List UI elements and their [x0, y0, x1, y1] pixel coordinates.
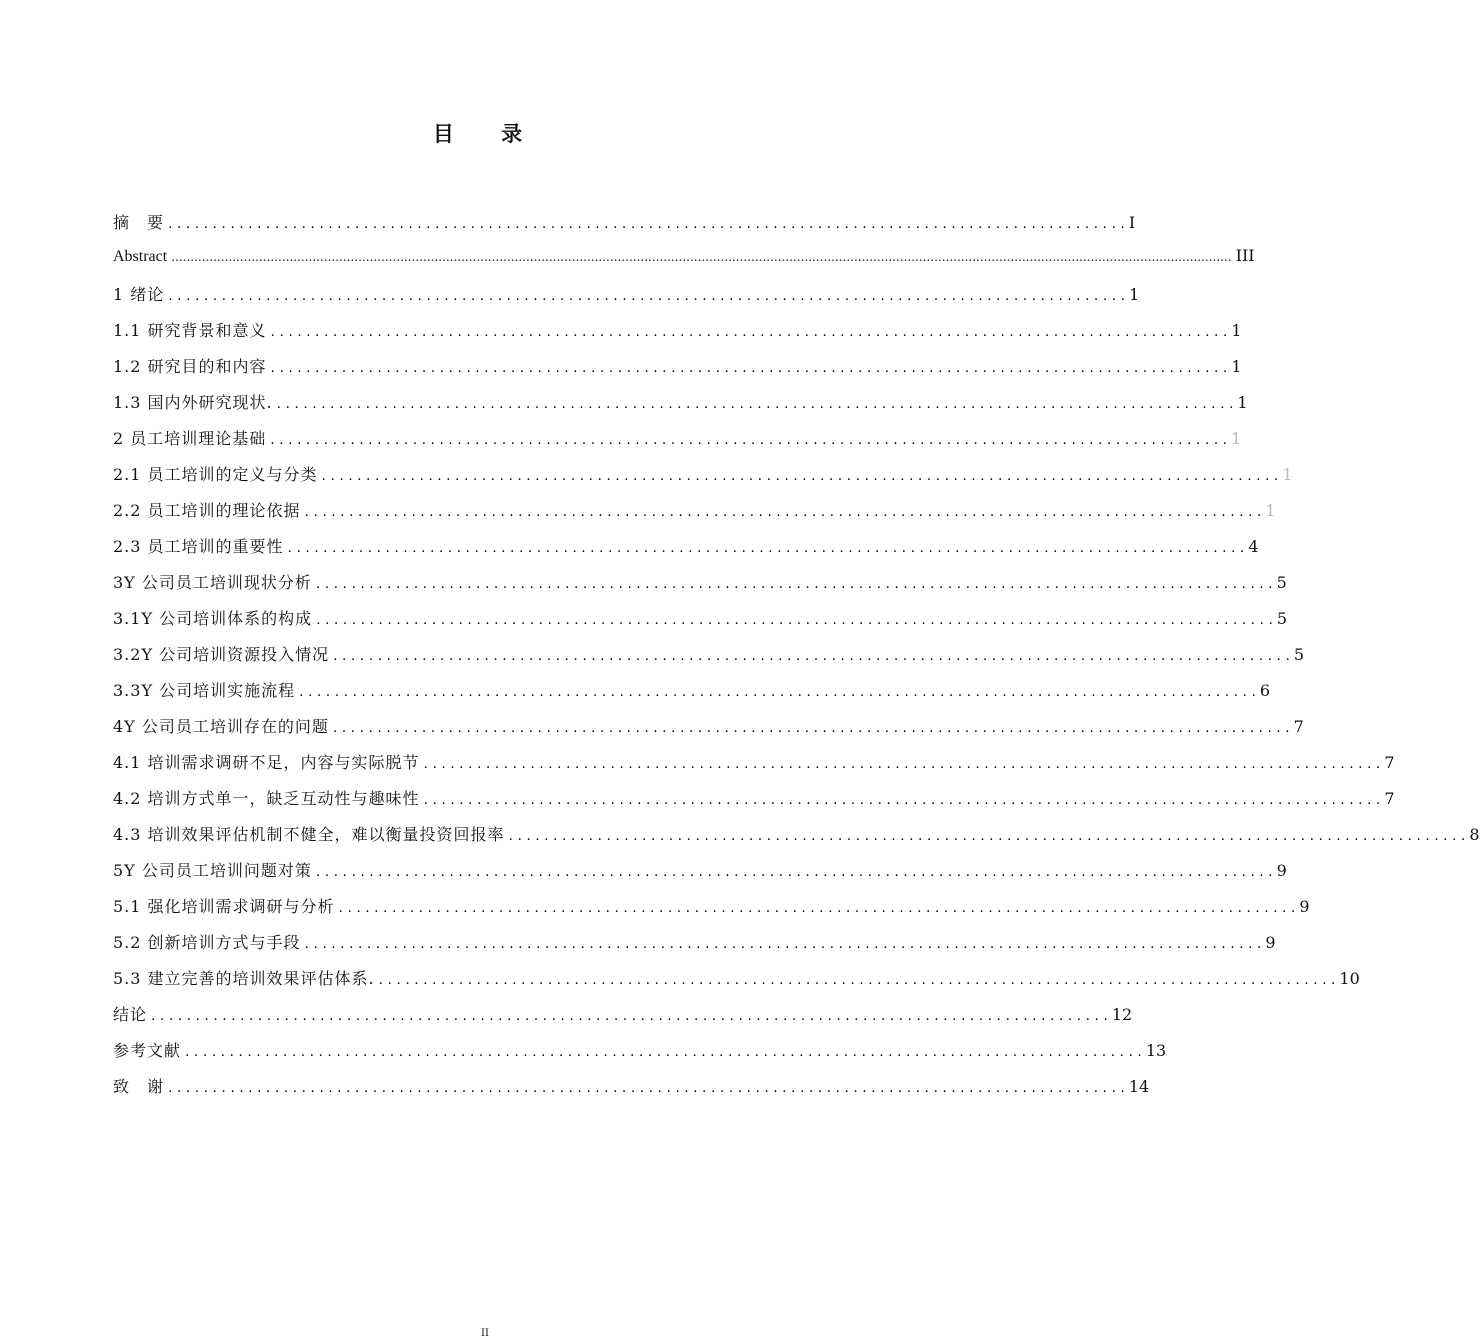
dot-leader [271, 324, 1228, 340]
toc-entry-page: III [1235, 246, 1255, 265]
toc-entry-label: 3Y 公司员工培训现状分析 [113, 573, 312, 592]
toc-entry-label: 2.2 员工培训的理论依据 [113, 501, 301, 520]
toc-entry-page: 12 [1111, 1005, 1133, 1024]
dot-leader [333, 720, 1290, 736]
toc-entry-label: 1 绪论 [113, 285, 165, 304]
toc-entry[interactable] [113, 894, 1310, 930]
toc-entry[interactable] [113, 642, 1305, 678]
toc-entry-page: 5 [1293, 645, 1305, 664]
toc-entry-page: 1 [1265, 501, 1276, 520]
dot-leader [322, 468, 1279, 484]
toc-entry-label: 4.2 培训方式单一，缺乏互动性与趣味性 [113, 789, 420, 808]
dot-leader [333, 648, 1290, 664]
dot-leader [151, 1008, 1108, 1024]
dot-leader [270, 432, 1227, 448]
toc-entry-label: 5.2 创新培训方式与手段 [113, 933, 301, 952]
toc-entry-label: Abstract [113, 248, 168, 265]
toc-entry-label: 3.3Y 公司培训实施流程 [113, 681, 296, 700]
toc-entry-page: 1 [1237, 393, 1248, 412]
dot-leader [305, 504, 1262, 520]
toc-entry-page: 1 [1231, 321, 1242, 340]
toc-entry[interactable] [113, 1074, 1150, 1110]
toc-entry-page: 7 [1384, 753, 1395, 772]
toc-entry-page: 5 [1276, 573, 1287, 592]
toc-entry-page: 1 [1129, 285, 1140, 304]
toc-entry[interactable] [113, 354, 1242, 390]
dot-leader [271, 360, 1228, 376]
toc-entry-page: 1 [1231, 429, 1242, 448]
toc-entry-label: 4.1 培训需求调研不足，内容与实际脱节 [113, 753, 420, 772]
toc-entry-page: 9 [1276, 861, 1287, 880]
dot-leader [277, 396, 1234, 412]
toc-entry-label: 致 谢 [113, 1077, 165, 1096]
toc-entry-label: 1.1 研究背景和意义 [113, 321, 267, 340]
toc-entry[interactable] [113, 246, 1255, 282]
toc-entry[interactable] [113, 678, 1271, 714]
dot-leader [509, 828, 1466, 844]
toc-entry-page: 9 [1299, 897, 1310, 916]
toc-entry[interactable] [113, 822, 1480, 858]
dot-leader [168, 288, 1125, 304]
toc-entry-page: 7 [1293, 717, 1304, 736]
toc-entry-label: 2.1 员工培训的定义与分类 [113, 465, 318, 484]
toc-entry-page: 9 [1265, 933, 1276, 952]
toc-entry-page: 14 [1128, 1077, 1150, 1096]
dot-leader [305, 936, 1262, 952]
dot-leader [168, 216, 1125, 232]
dot-leader [339, 900, 1296, 916]
toc-entry[interactable] [113, 1038, 1167, 1074]
dot-leader [316, 612, 1273, 628]
toc-entry-page: 6 [1259, 681, 1271, 700]
toc-entry-label: 3.2Y 公司培训资源投入情况 [113, 645, 330, 664]
dot-leader [185, 1044, 1142, 1060]
toc-entry[interactable] [113, 318, 1242, 354]
toc-entry-label: 参考文献 [113, 1041, 182, 1060]
toc-entry[interactable] [113, 966, 1360, 1002]
toc-entry-label: 5.1 强化培训需求调研与分析 [113, 897, 335, 916]
toc-entry-label: 4Y 公司员工培训存在的问题 [113, 717, 329, 736]
dot-leader [288, 540, 1245, 556]
toc-entry-page: 4 [1248, 537, 1259, 556]
dot-leader [424, 792, 1381, 808]
toc-entry-page: 1 [1282, 465, 1293, 484]
dot-leader [316, 864, 1273, 880]
toc-entry[interactable] [113, 462, 1293, 498]
toc-entry[interactable] [113, 210, 1136, 246]
toc-title: 目 录 [432, 121, 543, 146]
toc-entry[interactable] [113, 1002, 1133, 1038]
toc-entry-page: 10 [1339, 969, 1360, 988]
toc-entry-page: 1 [1231, 357, 1242, 376]
toc-entry-label: 3.1Y 公司培训体系的构成 [113, 609, 313, 628]
toc-entry-label: 1.2 研究目的和内容 [113, 357, 267, 376]
toc-entry[interactable] [113, 534, 1259, 570]
toc-entry[interactable] [113, 498, 1276, 534]
toc-entry-label: 结论 [113, 1005, 148, 1024]
toc-entry[interactable] [113, 390, 1248, 426]
toc-entry[interactable] [113, 786, 1395, 822]
toc-entry[interactable] [113, 750, 1395, 786]
page-number-footer: II [481, 1328, 489, 1339]
toc-entry-label: 2.3 员工培训的重要性 [113, 537, 284, 556]
toc-entry[interactable] [113, 858, 1287, 894]
dot-leader [316, 576, 1273, 592]
toc-entry-label: 摘 要 [113, 213, 165, 232]
toc-entry[interactable] [113, 606, 1288, 642]
toc-entry[interactable] [113, 426, 1242, 462]
toc-entry-page: 5 [1276, 609, 1288, 628]
toc-entry[interactable] [113, 282, 1140, 318]
toc-entry-label: 4.3 培训效果评估机制不健全，难以衡量投资回报率 [113, 825, 505, 844]
dot-leader [424, 756, 1381, 772]
toc-entry-page: 13 [1145, 1041, 1167, 1060]
toc-entry-page: I [1128, 213, 1136, 232]
toc-entry-label: 2 员工培训理论基础 [113, 429, 267, 448]
toc-entry[interactable] [113, 930, 1276, 966]
toc-entry[interactable] [113, 714, 1304, 750]
dot-leader [168, 1080, 1125, 1096]
table-of-contents [113, 210, 1480, 1110]
toc-entry-label: 5.3 建立完善的培训效果评估体系. [113, 969, 375, 988]
toc-entry-label: 5Y 公司员工培训问题对策 [113, 861, 312, 880]
dot-leader [379, 972, 1336, 988]
dot-leader [171, 249, 1231, 265]
dot-leader [299, 684, 1256, 700]
toc-entry[interactable] [113, 570, 1287, 606]
toc-entry-page: 8 [1469, 825, 1480, 844]
toc-entry-page: 7 [1384, 789, 1395, 808]
toc-entry-label: 1.3 国内外研究现状. [113, 393, 273, 412]
